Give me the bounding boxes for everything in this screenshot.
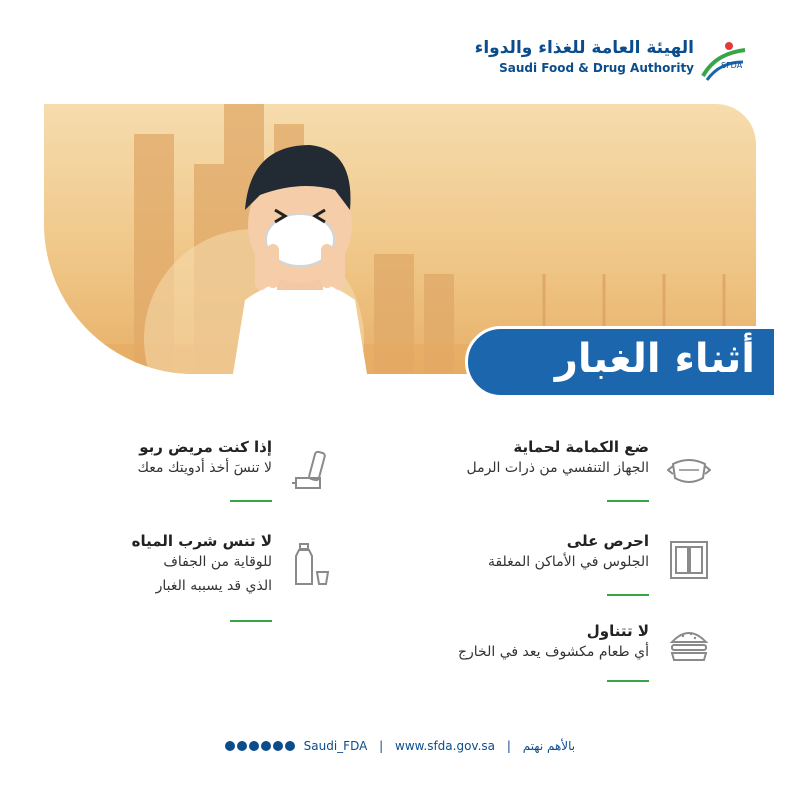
- window-icon: [667, 538, 711, 582]
- water-bottle-icon: [290, 542, 334, 586]
- tip-mask-body: الجهاز التنفسي من ذرات الرمل: [466, 460, 649, 476]
- youtube-icon[interactable]: [237, 741, 247, 751]
- sfda-logo-icon: [699, 38, 747, 82]
- masked-person-illustration: [215, 140, 385, 374]
- burger-icon: [667, 622, 711, 666]
- footer: [0, 738, 799, 753]
- tip-indoors-divider: [607, 594, 649, 596]
- twitter-icon[interactable]: [225, 741, 235, 751]
- logo-english-text: Saudi Food & Drug Authority: [499, 61, 694, 75]
- tip-food-body: أي طعام مكشوف يعد في الخارج: [457, 644, 649, 660]
- tip-water-title: لا تنس شرب المياه: [131, 532, 272, 550]
- page-title: أثناء الغبار: [554, 336, 755, 382]
- tip-asthma-divider: [230, 500, 272, 502]
- tip-mask-title: ضع الكمامة لحماية: [513, 438, 649, 456]
- tip-water-body-line-2: الذي قد يسببه الغبار: [155, 578, 272, 594]
- snapchat-icon[interactable]: [249, 741, 259, 751]
- tip-food-title: لا تتناول: [586, 622, 649, 640]
- footer-separator-1: |: [379, 738, 384, 753]
- linkedin-icon[interactable]: [273, 741, 283, 751]
- tip-water-divider: [230, 620, 272, 622]
- tip-asthma-title: إذا كنت مريض ربو: [139, 438, 272, 456]
- logo-arabic-text: الهيئة العامة للغذاء والدواء: [474, 38, 694, 58]
- facebook-icon[interactable]: [285, 741, 295, 751]
- footer-separator-2: |: [506, 738, 511, 753]
- footer-handle[interactable]: Saudi_FDA: [303, 738, 368, 753]
- inhaler-icon: [290, 448, 334, 492]
- tip-water-body-line-1: للوقاية من الجفاف: [163, 554, 272, 570]
- footer-website-link[interactable]: www.sfda.gov.sa: [395, 738, 495, 753]
- tip-indoors-title: احرص على: [566, 532, 649, 550]
- tip-asthma-body: لا تنسَ أخذ أدويتك معك: [137, 460, 272, 476]
- tip-indoors-body: الجلوس في الأماكن المغلقة: [487, 554, 649, 570]
- tip-food-divider: [607, 680, 649, 682]
- instagram-icon[interactable]: [261, 741, 271, 751]
- tip-mask-divider: [607, 500, 649, 502]
- face-mask-icon: [667, 448, 711, 492]
- footer-slogan: بالأهم نهتم: [522, 738, 576, 753]
- svg-text:SFDA: SFDA: [721, 61, 743, 70]
